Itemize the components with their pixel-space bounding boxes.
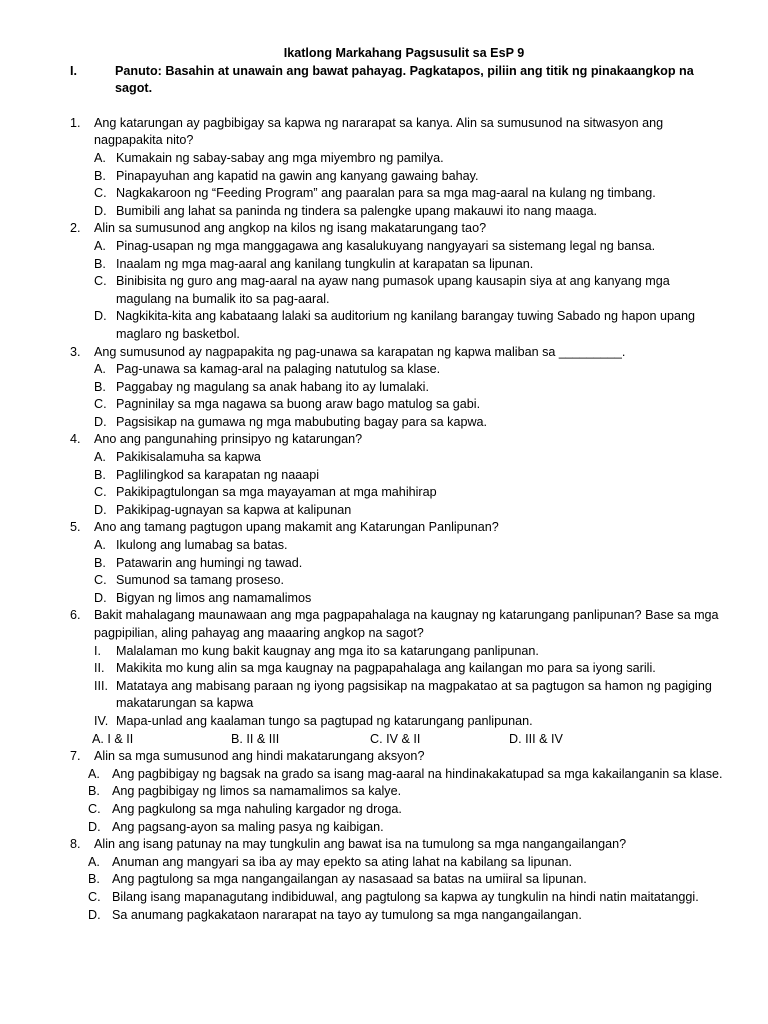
question-text: Alin sa sumusunod ang angkop na kilos ng isang makatarungang tao? xyxy=(94,221,487,236)
option-text: Nagkakaroon ng “Feeding Program” ang paaralan para sa mga mag-aaral na kulang ng timbang. xyxy=(116,186,656,201)
statement-6-ii xyxy=(70,660,728,678)
option-letter: C. xyxy=(94,186,107,201)
option-letter: D. xyxy=(94,309,107,324)
option-8b[interactable] xyxy=(70,871,728,889)
option-letter: A. xyxy=(94,450,106,465)
option-2c[interactable] xyxy=(70,273,728,308)
choice-6b[interactable]: B. II & III xyxy=(231,731,280,746)
question-3 xyxy=(70,344,728,362)
question-number: 6. xyxy=(70,608,81,623)
option-letter: C. xyxy=(94,485,107,500)
question-text: Ano ang tamang pagtugon upang makamit ang Katarungan Panlipunan? xyxy=(94,520,499,535)
option-5b[interactable] xyxy=(70,555,728,573)
instruction-text: Panuto: Basahin at unawain ang bawat pahayag. Pagkatapos, piliin ang titik ng pinakaangkop na sagot. xyxy=(115,63,694,96)
option-text: Paggabay ng magulang sa anak habang ito ay lumalaki. xyxy=(116,379,429,394)
option-text: Ang pagbibigay ng bagsak na grado sa isang mag-aaral na hindinakakatupad sa mga kakailanganin sa klase. xyxy=(112,766,723,781)
option-letter: A. xyxy=(94,150,106,165)
option-text: Kumakain ng sabay-sabay ang mga miyembro ng pamilya. xyxy=(116,150,444,165)
option-text: Pakikipagtulongan sa mga mayayaman at mga mahihirap xyxy=(116,485,437,500)
option-letter: B. xyxy=(88,872,100,887)
option-text: Binibisita ng guro ang mag-aaral na ayaw nang pumasok upang kausapin siya at ang kanyang mga magulang na bumalik ito sa pag-aaral. xyxy=(116,274,670,306)
option-2d[interactable] xyxy=(70,308,728,343)
option-text: Pakikisalamuha sa kapwa xyxy=(116,450,261,465)
option-3c[interactable] xyxy=(70,396,728,414)
option-4d[interactable] xyxy=(70,502,728,520)
option-letter: B. xyxy=(94,379,106,394)
question-text: Alin sa mga sumusunod ang hindi makatarungang aksyon? xyxy=(94,749,425,764)
option-text: Inaalam ng mga mag-aaral ang kanilang tungkulin at karapatan sa lipunan. xyxy=(116,256,534,271)
statement-text: Matataya ang mabisang paraan ng iyong pagsisikap na magpakatao at sa pagtugon sa hamon ng pagiging makatarungan sa kapwa xyxy=(116,678,712,711)
option-text: Patawarin ang humingi ng tawad. xyxy=(116,555,303,570)
option-letter: A. xyxy=(88,766,100,781)
option-text: Ikulong ang lumabag sa batas. xyxy=(116,538,288,553)
option-letter: B. xyxy=(94,467,106,482)
option-letter: A. xyxy=(88,854,100,869)
option-8a[interactable] xyxy=(70,854,728,872)
choice-6d[interactable]: D. III & IV xyxy=(509,731,563,746)
option-5a[interactable] xyxy=(70,537,728,555)
option-letter: D. xyxy=(94,414,107,429)
option-text: Sumunod sa tamang proseso. xyxy=(116,573,285,588)
option-7a[interactable] xyxy=(70,766,728,784)
question-text: Ang sumusunod ay nagpapakita ng pag-unawa sa karapatan ng kapwa maliban sa _________. xyxy=(94,344,626,359)
option-4b[interactable] xyxy=(70,467,728,485)
option-text: Pakikipag-ugnayan sa kapwa at kalipunan xyxy=(116,502,352,517)
statement-text: Mapa-unlad ang kaalaman tungo sa pagtupad ng katarungang panlipunan. xyxy=(116,713,533,728)
option-text: Ang pagkulong sa mga nahuling kargador ng droga. xyxy=(112,801,402,816)
statement-6-i xyxy=(70,643,728,661)
option-text: Pinapayuhan ang kapatid na gawin ang kanyang gawaing bahay. xyxy=(116,168,479,183)
option-text: Bumibili ang lahat sa paninda ng tindera sa palengke upang makauwi ito nang maaga. xyxy=(116,203,597,218)
option-letter: C. xyxy=(88,801,101,816)
option-8c[interactable] xyxy=(70,889,728,907)
question-text: Alin ang isang patunay na may tungkulin ang bawat isa na tumulong sa mga nangangailangan? xyxy=(94,837,627,852)
exam-title: Ikatlong Markahang Pagsusulit sa EsP 9 xyxy=(283,46,525,60)
statement-numeral: III. xyxy=(94,678,108,693)
question-8 xyxy=(70,836,728,854)
option-8d[interactable] xyxy=(70,907,728,925)
option-text: Bigyan ng limos ang namamalimos xyxy=(116,590,312,605)
option-letter: B. xyxy=(94,256,106,271)
statement-numeral: II. xyxy=(94,661,105,676)
option-5d[interactable] xyxy=(70,590,728,608)
option-text: Nagkikita-kita ang kabataang lalaki sa auditorium ng kanilang barangay tuwing Sabado ng hapon upang maglaro ng basketbol. xyxy=(116,309,696,341)
question-number: 2. xyxy=(70,221,81,236)
option-text: Ang pagbibigay ng limos sa namamalimos sa kalye. xyxy=(112,784,402,799)
option-3b[interactable] xyxy=(70,379,728,397)
question-number: 7. xyxy=(70,749,81,764)
option-1c[interactable] xyxy=(70,185,728,203)
question-4 xyxy=(70,431,728,449)
option-letter: D. xyxy=(94,502,107,517)
option-text: Pinag-usapan ng mga manggagawa ang kasalukuyang nangyayari sa sistemang legal ng bansa. xyxy=(116,238,656,253)
option-text: Pagninilay sa mga nagawa sa buong araw bago matulog sa gabi. xyxy=(116,397,481,412)
option-letter: A. xyxy=(94,362,106,377)
question-7 xyxy=(70,748,728,766)
option-5c[interactable] xyxy=(70,572,728,590)
question-number: 3. xyxy=(70,344,81,359)
option-1a[interactable] xyxy=(70,150,728,168)
question-2 xyxy=(70,220,728,238)
statement-text: Makikita mo kung alin sa mga kaugnay na pagpapahalaga ang kailangan mo para sa iyong sarili. xyxy=(116,661,656,676)
statement-numeral: IV. xyxy=(94,713,109,728)
question-number: 4. xyxy=(70,432,81,447)
option-letter: B. xyxy=(94,555,106,570)
option-letter: C. xyxy=(94,274,107,289)
option-letter: C. xyxy=(88,889,101,904)
question-5 xyxy=(70,519,728,537)
option-7b[interactable] xyxy=(70,783,728,801)
option-text: Sa anumang pagkakataon nararapat na tayo ay tumulong sa mga nangangailangan. xyxy=(112,907,582,922)
choice-6a[interactable]: A. I & II xyxy=(92,731,134,746)
question-text: Ano ang pangunahing prinsipyo ng katarungan? xyxy=(94,432,363,447)
option-7c[interactable] xyxy=(70,801,728,819)
instruction-number: I. xyxy=(70,63,77,78)
option-letter: B. xyxy=(94,168,106,183)
instruction xyxy=(70,63,728,98)
choice-6c[interactable]: C. IV & II xyxy=(370,731,421,746)
statement-numeral: I. xyxy=(94,643,101,658)
option-1d[interactable] xyxy=(70,203,728,221)
option-letter: C. xyxy=(94,573,107,588)
question-text: Ang katarungan ay pagbibigay sa kapwa ng nararapat sa kanya. Alin sa sumusunod na sitwasyon ang nagpapakita nito? xyxy=(94,115,664,148)
option-letter: A. xyxy=(94,238,106,253)
option-4a[interactable] xyxy=(70,449,728,467)
statement-6-iii xyxy=(70,678,728,713)
option-letter: D. xyxy=(94,590,107,605)
option-text: Paglilingkod sa karapatan ng naaapi xyxy=(116,467,320,482)
option-text: Bilang isang mapanagutang indibiduwal, ang pagtulong sa kapwa ay tungkulin na hindi natin maitatanggi. xyxy=(112,889,699,904)
answer-choices-6 xyxy=(70,731,728,749)
option-3d[interactable] xyxy=(70,414,728,432)
option-2b[interactable] xyxy=(70,256,728,274)
option-letter: D. xyxy=(88,907,101,922)
option-letter: C. xyxy=(94,397,107,412)
question-number: 5. xyxy=(70,520,81,535)
option-text: Pagsisikap na gumawa ng mga mabubuting bagay para sa kapwa. xyxy=(116,414,488,429)
option-2a[interactable] xyxy=(70,238,728,256)
question-text: Bakit mahalagang maunawaan ang mga pagpapahalaga na kaugnay ng katarungang panlipunan? Base sa mga pagpipilian, aling pahayag ang maaaring angkop na sagot? xyxy=(94,608,719,640)
option-4c[interactable] xyxy=(70,484,728,502)
option-text: Anuman ang mangyari sa iba ay may epekto sa ating lahat na kabilang sa lipunan. xyxy=(112,854,572,869)
option-letter: D. xyxy=(94,203,107,218)
option-letter: D. xyxy=(88,819,101,834)
statement-6-iv xyxy=(70,713,728,731)
option-letter: A. xyxy=(94,538,106,553)
question-number: 8. xyxy=(70,837,81,852)
option-text: Ang pagsang-ayon sa maling pasya ng kaibigan. xyxy=(112,819,384,834)
statement-text: Malalaman mo kung bakit kaugnay ang mga ito sa katarungang panlipunan. xyxy=(116,643,539,658)
question-1 xyxy=(70,115,728,150)
question-number: 1. xyxy=(70,115,81,130)
option-text: Pag-unawa sa kamag-aral na palaging natutulog sa klase. xyxy=(116,362,441,377)
option-3a[interactable] xyxy=(70,361,728,379)
option-letter: B. xyxy=(88,784,100,799)
option-1b[interactable] xyxy=(70,168,728,186)
question-6 xyxy=(70,607,728,642)
option-text: Ang pagtulong sa mga nangangailangan ay nasasaad sa batas na umiiral sa lipunan. xyxy=(112,872,587,887)
option-7d[interactable] xyxy=(70,819,728,837)
